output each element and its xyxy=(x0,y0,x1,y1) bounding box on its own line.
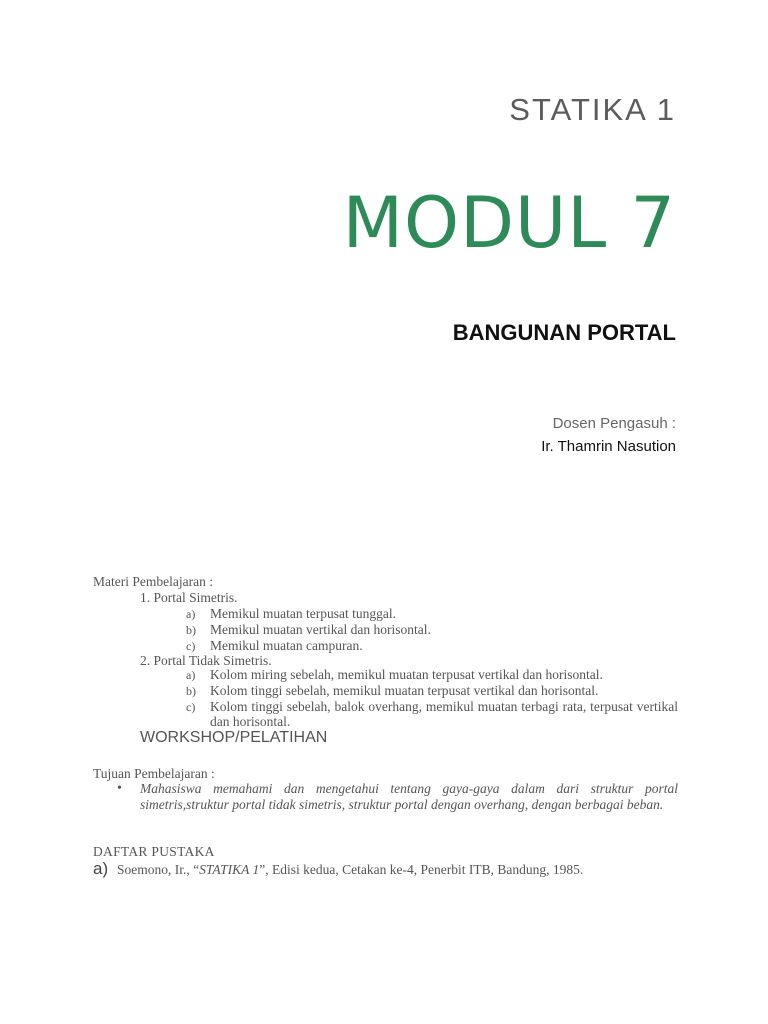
section-label-tidak-simetris: 2. Portal Tidak Simetris. xyxy=(140,653,272,668)
daftar-pustaka-heading: DAFTAR PUSTAKA xyxy=(93,844,215,859)
list-item-text: Memikul muatan campuran. xyxy=(210,638,363,653)
list-item-text: Kolom tinggi sebelah, balok overhang, memikul muatan terbagi rata, terpusat vertikal dan horisontal. xyxy=(210,699,678,729)
list-item-letter: c) xyxy=(186,700,196,714)
list-item-text: Memikul muatan vertikal dan horisontal. xyxy=(210,622,431,637)
tujuan-text: Mahasiswa memahami dan mengetahui tentang gaya-gaya dalam dari struktur portal simetris,struktur portal tidak simetris, struktur portal dengan overhang, dengan berbagai beban. xyxy=(140,781,678,812)
list-item-text: Kolom tinggi sebelah, memikul muatan terpusat vertikal dan horisontal. xyxy=(210,683,599,698)
list-item-text: Memikul muatan terpusat tunggal. xyxy=(210,606,396,621)
bullet-icon: • xyxy=(117,781,122,796)
module-subtitle: BANGUNAN PORTAL xyxy=(452,320,676,345)
reference-details: ”, Edisi kedua, Cetakan ke-4, Penerbit ITB, Bandung, 1985. xyxy=(259,862,584,877)
list-item-letter: a) xyxy=(186,607,196,621)
section-label-simetris: 1. Portal Simetris. xyxy=(140,590,238,605)
tujuan-heading: Tujuan Pembelajaran : xyxy=(93,766,215,781)
materi-heading: Materi Pembelajaran : xyxy=(93,574,213,589)
list-item-letter: b) xyxy=(186,623,196,637)
reference-author: Soemono, Ir., “ xyxy=(117,862,200,877)
course-title: STATIKA 1 xyxy=(509,92,676,127)
list-item-letter: c) xyxy=(186,639,196,653)
reference-title: STATIKA 1 xyxy=(199,862,260,877)
lecturer-label: Dosen Pengasuh : xyxy=(552,415,676,432)
workshop-label: WORKSHOP/PELATIHAN xyxy=(140,729,328,746)
module-title: MODUL 7 xyxy=(342,182,676,264)
lecturer-name: Ir. Thamrin Nasution xyxy=(541,438,676,455)
list-item-letter: a) xyxy=(186,668,196,682)
list-item-letter: b) xyxy=(186,684,196,698)
reference-letter: a) xyxy=(93,859,109,878)
reference-entry xyxy=(117,862,583,878)
list-item-text: Kolom miring sebelah, memikul muatan terpusat vertikal dan horisontal. xyxy=(210,667,603,682)
